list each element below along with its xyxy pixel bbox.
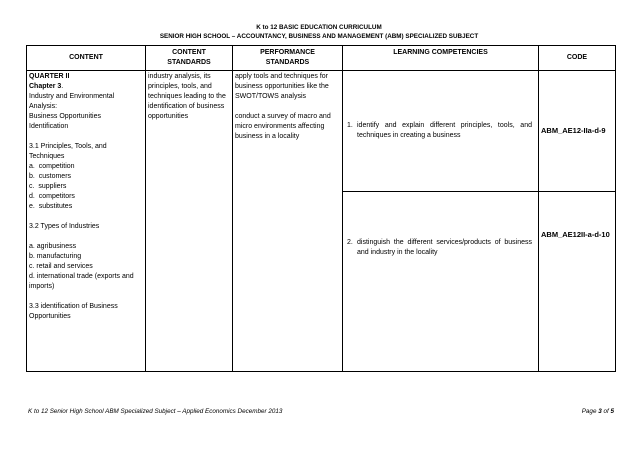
content-line: Business Opportunities: [29, 113, 101, 120]
list-text: suppliers: [38, 183, 67, 190]
curriculum-title: K to 12 BASIC EDUCATION CURRICULUM: [256, 24, 382, 31]
footer-left: K to 12 Senior High School ABM Specialized Subject – Applied Economics December 2013: [28, 408, 283, 415]
table-row: [27, 71, 616, 192]
list-marker: b.: [29, 173, 35, 180]
performance-standard-2: conduct a survey of macro and micro environments affecting business in a locality: [235, 113, 331, 140]
header-performance-standards: [233, 46, 343, 71]
content-cell: [27, 71, 146, 372]
section-industries: 3.2 Types of Industries: [29, 223, 100, 230]
curriculum-table: [26, 45, 616, 372]
list-text: customers: [38, 173, 72, 180]
content-line: Identification: [29, 123, 69, 130]
list-marker: d.: [29, 193, 35, 200]
list-text: competitors: [38, 193, 75, 200]
performance-standard-1: apply tools and techniques for business opportunities like the SWOT/TOWS analysis: [235, 73, 329, 100]
page-total: 5: [610, 408, 614, 415]
section-opportunities: 3.3 identification of Business Opportunities: [29, 303, 118, 320]
list-text: competition: [38, 163, 75, 170]
industry-item: c. retail and services: [29, 263, 93, 270]
header-content: CONTENT: [27, 46, 146, 71]
industry-item: d. international trade (exports and imports): [29, 273, 134, 290]
page-of: of: [601, 408, 611, 415]
industry-item: b. manufacturing: [29, 253, 82, 260]
list-item: [29, 172, 143, 182]
list-item: [29, 202, 143, 212]
header-performance-line1: PERFORMANCE: [260, 49, 315, 56]
list-item: [29, 162, 143, 172]
competency-2: [345, 238, 536, 258]
header-content-standards: [146, 46, 233, 71]
curriculum-subtitle: SENIOR HIGH SCHOOL – ACCOUNTANCY, BUSINESS AND MANAGEMENT (ABM) SPECIALIZED SUBJECT: [159, 33, 479, 40]
section-principles: 3.1 Principles, Tools, and Techniques: [29, 143, 107, 160]
competency-text: distinguish the different services/products of business and industry in the locality: [357, 239, 532, 256]
content-standards-cell: industry analysis, its principles, tools, and techniques leading to the identification of business opportunities: [146, 71, 233, 372]
industry-item: a. agribusiness: [29, 243, 77, 250]
chapter-line: [29, 82, 143, 92]
content-line: Analysis:: [29, 103, 58, 110]
competency-1: [345, 121, 536, 141]
table-header-row: [27, 46, 616, 71]
code-cell-2: [539, 192, 616, 372]
page-prefix: Page: [581, 408, 599, 415]
competency-code: ABM_AE12II-a-d-10: [541, 230, 610, 239]
list-item: [29, 192, 143, 202]
competency-cell-1: [343, 71, 539, 192]
list-marker: e.: [29, 203, 35, 210]
list-item: [29, 182, 143, 192]
competency-number: 1.: [347, 122, 353, 129]
code-cell-1: [539, 71, 616, 192]
competency-code: ABM_AE12-IIa-d-9: [541, 126, 606, 135]
competency-text: identify and explain different principles, tools, and techniques in creating a business: [357, 122, 532, 139]
header-code: CODE: [539, 46, 616, 71]
content-line: Industry and Environmental: [29, 93, 115, 100]
header-content-standards-line1: CONTENT: [172, 49, 206, 56]
header-learning-competencies: LEARNING COMPETENCIES: [343, 46, 539, 71]
list-text: substitutes: [38, 203, 73, 210]
quarter-label: QUARTER II: [29, 73, 70, 80]
competency-cell-2: [343, 192, 539, 372]
page-current: 3: [598, 408, 602, 415]
list-marker: a.: [29, 163, 35, 170]
performance-standards-cell: [233, 71, 343, 372]
list-marker: c.: [29, 183, 35, 190]
header-performance-line2: STANDARDS: [265, 59, 310, 66]
page-number: [582, 408, 614, 416]
header-content-standards-line2: STANDARDS: [167, 59, 211, 66]
chapter-label: Chapter 3: [29, 83, 62, 90]
competency-number: 2.: [347, 239, 353, 246]
chapter-period: .: [61, 83, 64, 90]
